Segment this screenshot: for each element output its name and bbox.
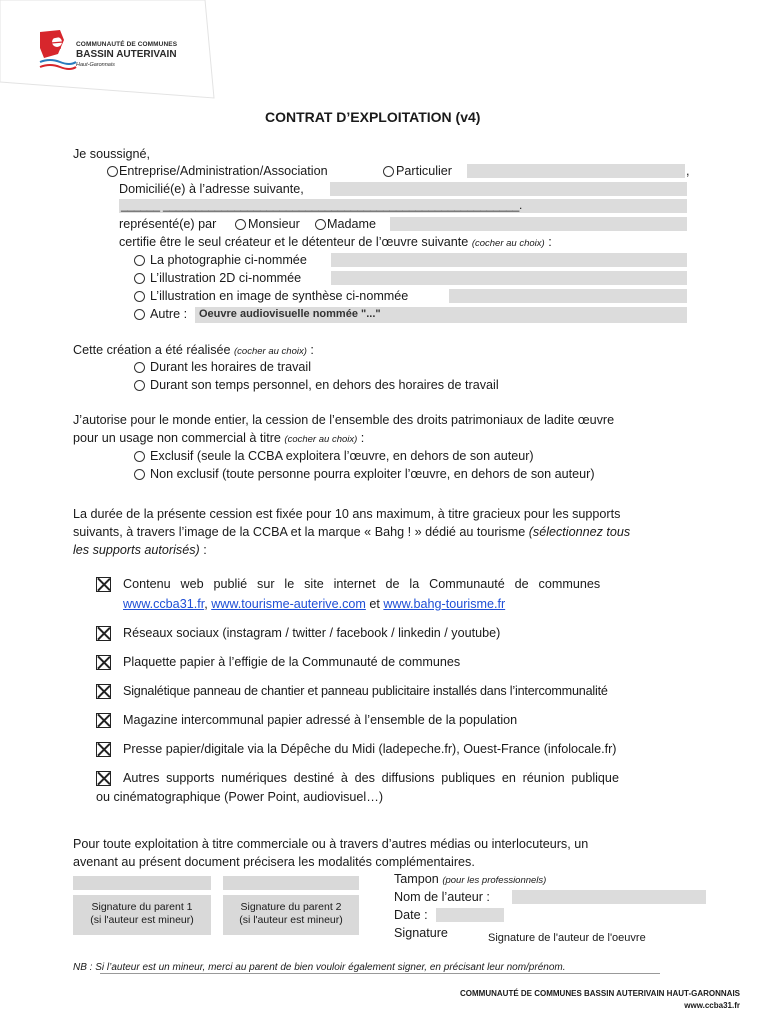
representant-field[interactable] bbox=[390, 217, 687, 231]
realisation-text bbox=[73, 342, 314, 360]
signature-label: Signature bbox=[394, 926, 448, 940]
support-autres-line1: Autres supports numériques destiné à des diffusions publiques en réunion publique bbox=[123, 771, 619, 785]
link-ccba31[interactable]: www.ccba31.fr bbox=[123, 597, 205, 611]
autorise-line1: J’autorise pour le monde entier, la cession de l’ensemble des droits patrimoniaux de ladite œuvre bbox=[73, 413, 615, 427]
certifie-text bbox=[119, 234, 552, 252]
certifie-note: (cocher au choix) bbox=[471, 238, 545, 249]
parent2-label bbox=[223, 901, 359, 927]
signature-auteur-placeholder[interactable]: Signature de l'auteur de l'oeuvre bbox=[488, 932, 646, 944]
support-autres-line2: ou cinématographique (Power Point, audiovisuel…) bbox=[96, 790, 384, 804]
parent1-label-l2: (si l'auteur est mineur) bbox=[90, 914, 194, 926]
commercial-line1: Pour toute exploitation à titre commerciale ou à travers d’autres médias ou interlocuteurs, un bbox=[73, 837, 589, 851]
synthese-field[interactable] bbox=[449, 289, 687, 303]
domicile-label: Domicilié(e) à l’adresse suivante, bbox=[119, 182, 304, 196]
radio-monsieur[interactable] bbox=[235, 219, 246, 230]
link-tourisme-auterive[interactable]: www.tourisme-auterive.com bbox=[211, 597, 366, 611]
duree-line3-end: : bbox=[203, 543, 207, 557]
radio-photographie[interactable] bbox=[134, 255, 145, 266]
autre-field[interactable] bbox=[195, 307, 687, 323]
parent2-label-l2: (si l'auteur est mineur) bbox=[239, 914, 343, 926]
label-photographie: La photographie ci-nommée bbox=[150, 253, 307, 267]
duree-line2-main: suivants, à travers l’image de la CCBA et la marque « Bahg ! » dédié au tourisme bbox=[73, 525, 526, 539]
link-sep: , bbox=[204, 597, 208, 611]
autre-value: Oeuvre audiovisuelle nommée "..." bbox=[199, 308, 381, 320]
logo bbox=[38, 28, 198, 74]
certifie-main: certifie être le seul créateur et le détenteur de l’œuvre suivante bbox=[119, 235, 469, 249]
illustration-2d-field[interactable] bbox=[331, 271, 687, 285]
date-label: Date : bbox=[394, 908, 428, 922]
support-signaletique: Signalétique panneau de chantier et panneau publicitaire installés dans l’intercommunalité bbox=[123, 684, 608, 698]
label-particulier: Particulier bbox=[396, 164, 452, 178]
duree-line2 bbox=[73, 524, 630, 540]
photographie-field[interactable] bbox=[331, 253, 687, 267]
tampon-note: (pour les professionnels) bbox=[442, 875, 547, 886]
label-horaires-travail: Durant les horaires de travail bbox=[150, 360, 311, 374]
nom-field[interactable] bbox=[467, 164, 685, 178]
checkbox-presse[interactable] bbox=[96, 742, 111, 757]
support-contenu-web-line1: Contenu web publié sur le site internet de la Communauté de communes bbox=[123, 577, 601, 591]
parent1-label-l1: Signature du parent 1 bbox=[91, 901, 193, 913]
autorise-line2-main: pour un usage non commercial à titre bbox=[73, 431, 281, 445]
realisation-main: Cette création a été réalisée bbox=[73, 343, 231, 357]
label-illustration-2d: L’illustration 2D ci-nommée bbox=[150, 271, 302, 285]
duree-line1: La durée de la présente cession est fixée pour 10 ans maximum, à titre gracieux pour les supports bbox=[73, 507, 621, 521]
duree-line3 bbox=[73, 542, 207, 558]
date-field[interactable] bbox=[436, 908, 504, 922]
radio-illustration-2d[interactable] bbox=[134, 273, 145, 284]
logo-line2: BASSIN AUTERIVAIN bbox=[76, 49, 177, 60]
logo-line1: COMMUNAUTÉ DE COMMUNES bbox=[76, 41, 178, 48]
comma: , bbox=[686, 164, 690, 178]
autorise-note: (cocher au choix) bbox=[284, 434, 358, 445]
checkbox-plaquette[interactable] bbox=[96, 655, 111, 670]
je-soussigne: Je soussigné, bbox=[73, 147, 151, 161]
label-madame: Madame bbox=[327, 217, 376, 231]
nom-auteur-field[interactable] bbox=[512, 890, 706, 904]
parent2-label-l1: Signature du parent 2 bbox=[240, 901, 342, 913]
footer-org: COMMUNAUTÉ DE COMMUNES BASSIN AUTERIVAIN HAUT-GARONNAIS bbox=[460, 989, 740, 998]
support-contenu-web-line2 bbox=[123, 596, 505, 612]
certifie-end: : bbox=[548, 235, 552, 249]
parent1-label bbox=[73, 901, 211, 927]
label-non-exclusif: Non exclusif (toute personne pourra exploiter l’œuvre, en dehors de son auteur) bbox=[150, 467, 595, 481]
label-synthese: L’illustration en image de synthèse ci-nommée bbox=[150, 289, 409, 303]
radio-madame[interactable] bbox=[315, 219, 326, 230]
label-temps-personnel: Durant son temps personnel, en dehors des horaires de travail bbox=[150, 378, 499, 392]
adresse-dashes: ______ _______________________________________________________. bbox=[121, 198, 523, 212]
autorise-end: : bbox=[360, 431, 365, 445]
adresse-field[interactable] bbox=[330, 182, 687, 196]
checkbox-signaletique[interactable] bbox=[96, 684, 111, 699]
label-exclusif: Exclusif (seule la CCBA exploitera l’œuvre, en dehors de son auteur) bbox=[150, 449, 534, 463]
realisation-note: (cocher au choix) bbox=[234, 346, 307, 357]
nom-auteur-label: Nom de l’auteur : bbox=[394, 890, 490, 904]
label-autre: Autre : bbox=[150, 307, 188, 321]
duree-line3-italic: les supports autorisés) bbox=[73, 543, 200, 557]
radio-temps-personnel[interactable] bbox=[134, 380, 145, 391]
nb-divider bbox=[100, 973, 660, 974]
parent2-name-field[interactable] bbox=[223, 876, 359, 890]
checkbox-reseaux-sociaux[interactable] bbox=[96, 626, 111, 641]
logo-emblem-icon bbox=[38, 28, 78, 74]
checkbox-autres-supports[interactable] bbox=[96, 771, 111, 786]
radio-synthese[interactable] bbox=[134, 291, 145, 302]
link-et: et bbox=[369, 597, 380, 611]
support-plaquette: Plaquette papier à l’effigie de la Communauté de communes bbox=[123, 655, 461, 669]
footer-web: www.ccba31.fr bbox=[684, 1001, 740, 1010]
radio-exclusif[interactable] bbox=[134, 451, 145, 462]
checkbox-magazine[interactable] bbox=[96, 713, 111, 728]
radio-particulier[interactable] bbox=[383, 166, 394, 177]
support-presse: Presse papier/digitale via la Dépêche du Midi (ladepeche.fr), Ouest-France (infolocale.fr) bbox=[123, 742, 617, 756]
nb-note: NB : Si l’auteur est un mineur, merci au parent de bien vouloir également signer, en précisant leur nom/prénom. bbox=[73, 962, 566, 973]
radio-autre[interactable] bbox=[134, 309, 145, 320]
checkbox-contenu-web[interactable] bbox=[96, 577, 111, 592]
label-entreprise: Entreprise/Administration/Association bbox=[119, 164, 328, 178]
document-title: CONTRAT D’EXPLOITATION (v4) bbox=[265, 109, 481, 125]
duree-line2-italic: (sélectionnez tous bbox=[528, 525, 631, 539]
parent1-name-field[interactable] bbox=[73, 876, 211, 890]
label-monsieur: Monsieur bbox=[248, 217, 300, 231]
link-bahg-tourisme[interactable]: www.bahg-tourisme.fr bbox=[383, 597, 506, 611]
represente-label: représenté(e) par bbox=[119, 217, 217, 231]
radio-non-exclusif[interactable] bbox=[134, 469, 145, 480]
radio-horaires-travail[interactable] bbox=[134, 362, 145, 373]
support-magazine: Magazine intercommunal papier adressé à l’ensemble de la population bbox=[123, 713, 518, 727]
autorise-line2 bbox=[73, 430, 364, 448]
radio-entreprise[interactable] bbox=[107, 166, 118, 177]
support-reseaux-sociaux: Réseaux sociaux (instagram / twitter / facebook / linkedin / youtube) bbox=[123, 626, 501, 640]
commercial-line2: avenant au présent document précisera les modalités complémentaires. bbox=[73, 855, 475, 869]
logo-line3: Haut-Garonnais bbox=[76, 62, 115, 68]
realisation-end: : bbox=[310, 343, 314, 357]
tampon-label bbox=[394, 871, 546, 889]
tampon-main: Tampon bbox=[394, 872, 439, 886]
